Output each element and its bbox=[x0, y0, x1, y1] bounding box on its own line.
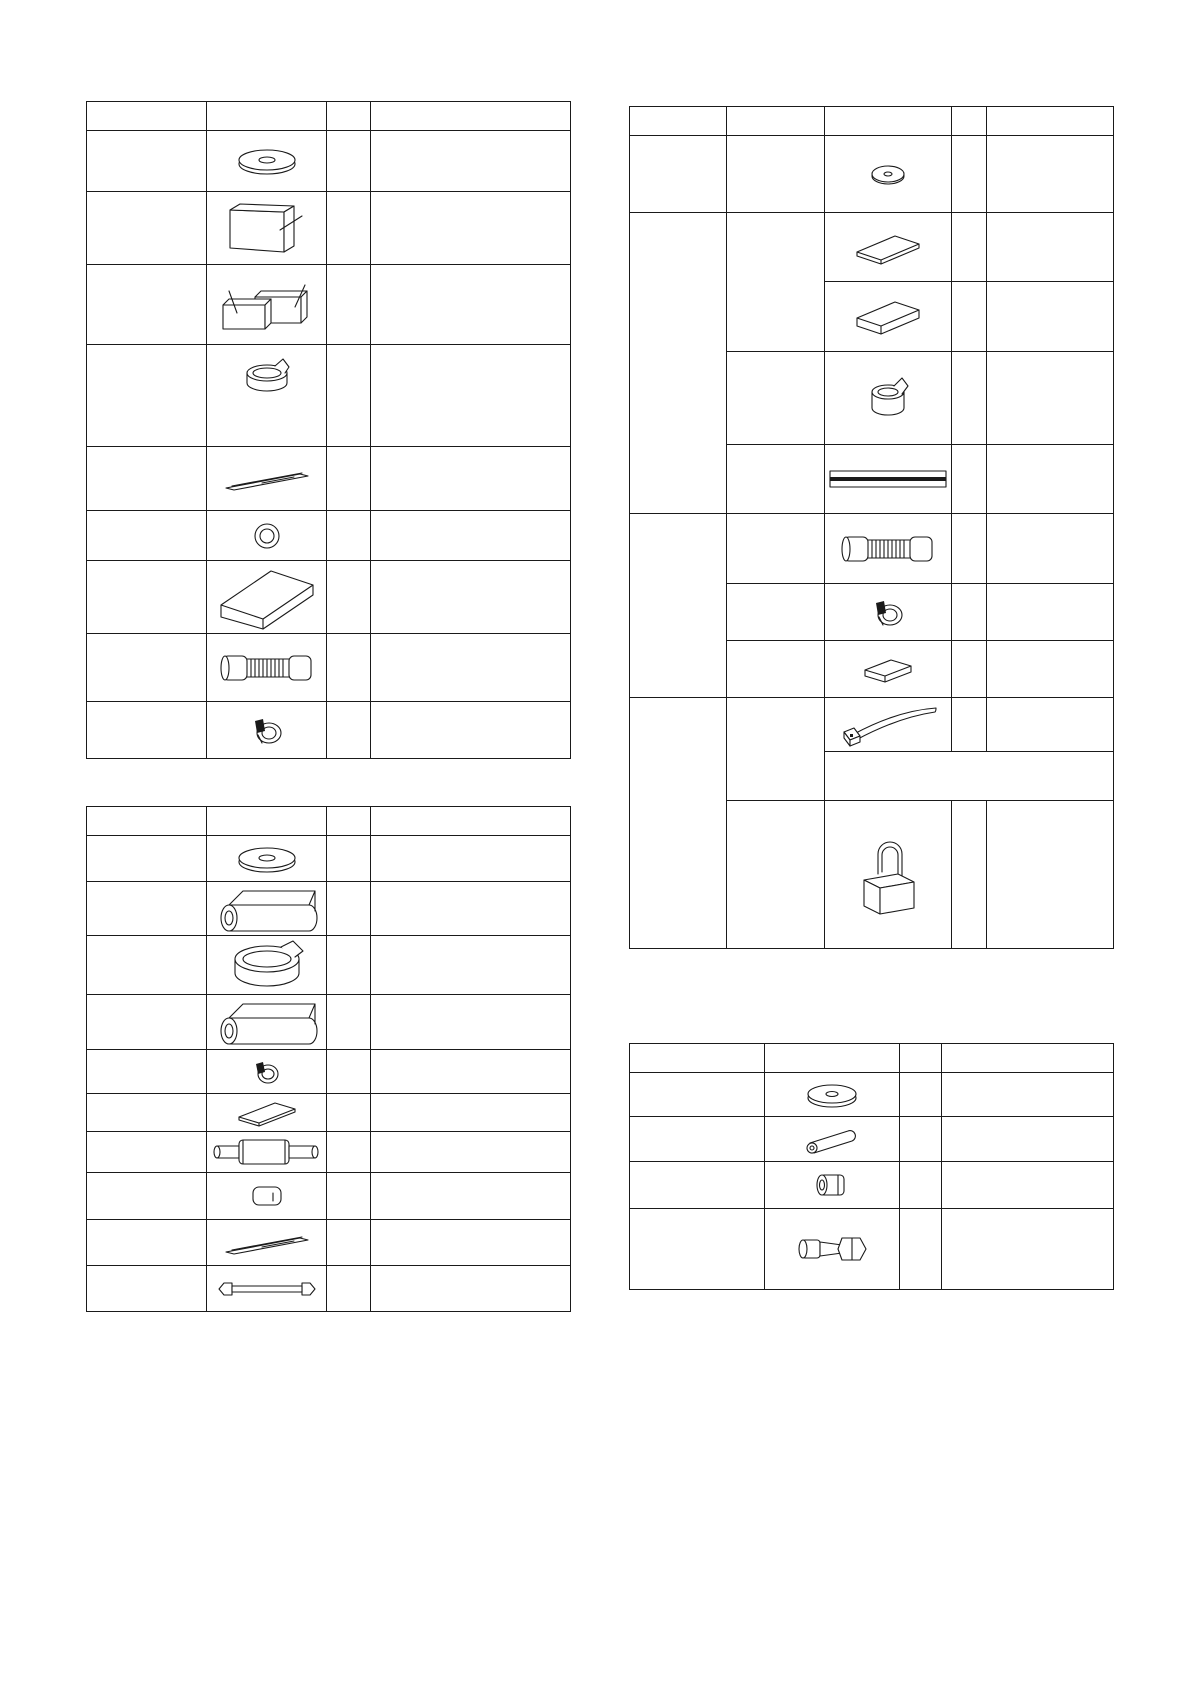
qty-cell bbox=[900, 1073, 942, 1117]
part-name-cell bbox=[727, 801, 825, 949]
part-name-cell bbox=[727, 352, 825, 445]
remark-cell bbox=[987, 514, 1114, 584]
part-name-cell bbox=[87, 1173, 207, 1220]
figure-cell bbox=[765, 1209, 900, 1290]
insulation-tube-icon bbox=[215, 887, 319, 931]
figure-cell bbox=[207, 836, 327, 882]
header-cell bbox=[87, 102, 207, 131]
qty-cell bbox=[952, 641, 987, 698]
header-cell bbox=[942, 1044, 1114, 1073]
long-strip-icon bbox=[828, 468, 948, 490]
figure-cell bbox=[207, 936, 327, 995]
remark-cell bbox=[987, 641, 1114, 698]
remark-cell bbox=[371, 634, 571, 702]
header-cell bbox=[952, 107, 987, 136]
remark-cell bbox=[942, 1209, 1114, 1290]
qty-cell bbox=[900, 1209, 942, 1290]
qty-cell bbox=[952, 136, 987, 213]
hose-clamp-icon bbox=[870, 593, 906, 631]
header-cell bbox=[207, 807, 327, 836]
header-cell bbox=[371, 807, 571, 836]
figure-cell bbox=[207, 1266, 327, 1312]
qty-cell bbox=[900, 1162, 942, 1209]
qty-cell bbox=[327, 561, 371, 634]
remark-cell bbox=[942, 1162, 1114, 1209]
cover-plate-icon bbox=[217, 565, 317, 629]
flexible-hose-icon bbox=[219, 651, 315, 685]
figure-cell bbox=[207, 265, 327, 345]
qty-cell bbox=[952, 698, 987, 752]
remark-cell bbox=[987, 352, 1114, 445]
note-cell bbox=[825, 752, 1114, 801]
table-row bbox=[87, 1094, 571, 1132]
tape-strip-icon bbox=[222, 1228, 312, 1258]
group-label-cell bbox=[630, 514, 727, 698]
figure-cell bbox=[207, 1050, 327, 1094]
table-row bbox=[87, 192, 571, 265]
figure-cell bbox=[207, 995, 327, 1050]
table-row bbox=[87, 447, 571, 511]
figure-cell bbox=[207, 1220, 327, 1266]
qty-cell bbox=[327, 345, 371, 447]
washer-icon bbox=[232, 843, 302, 875]
cap-nut-icon bbox=[810, 1169, 854, 1201]
strut-bar-icon bbox=[217, 1279, 317, 1299]
pad-flat-icon bbox=[235, 1099, 299, 1127]
part-name-cell bbox=[87, 511, 207, 561]
part-name-cell bbox=[87, 561, 207, 634]
table-row bbox=[87, 634, 571, 702]
table-row bbox=[87, 836, 571, 882]
figure-cell bbox=[825, 801, 952, 949]
remark-cell bbox=[371, 265, 571, 345]
part-name-cell bbox=[87, 1050, 207, 1094]
table-row bbox=[87, 1050, 571, 1094]
table-header-row bbox=[630, 1044, 1114, 1073]
table-row bbox=[87, 1266, 571, 1312]
qty-cell bbox=[952, 584, 987, 641]
part-name-cell bbox=[630, 1209, 765, 1290]
qty-cell bbox=[327, 1050, 371, 1094]
header-cell bbox=[327, 807, 371, 836]
qty-cell bbox=[327, 1094, 371, 1132]
part-name-cell bbox=[87, 131, 207, 192]
remark-cell bbox=[371, 447, 571, 511]
figure-cell bbox=[207, 511, 327, 561]
part-name-cell bbox=[87, 882, 207, 936]
table-row bbox=[87, 702, 571, 759]
qty-cell bbox=[327, 995, 371, 1050]
qty-cell bbox=[952, 801, 987, 949]
remark-cell bbox=[371, 882, 571, 936]
table-row bbox=[87, 265, 571, 345]
part-name-cell bbox=[87, 836, 207, 882]
qty-cell bbox=[952, 514, 987, 584]
remark-cell bbox=[987, 801, 1114, 949]
remark-cell bbox=[371, 192, 571, 265]
figure-cell bbox=[765, 1117, 900, 1162]
figure-cell bbox=[765, 1073, 900, 1117]
qty-cell bbox=[327, 1220, 371, 1266]
remark-cell bbox=[371, 936, 571, 995]
figure-cell bbox=[207, 1132, 327, 1173]
cable-tie-icon bbox=[836, 704, 940, 746]
table-row bbox=[630, 213, 1114, 282]
remark-cell bbox=[987, 698, 1114, 752]
part-name-cell bbox=[727, 641, 825, 698]
qty-cell bbox=[327, 1132, 371, 1173]
qty-cell bbox=[327, 702, 371, 759]
part-name-cell bbox=[727, 213, 825, 352]
figure-cell bbox=[207, 131, 327, 192]
remark-cell bbox=[371, 1220, 571, 1266]
part-name-cell bbox=[87, 995, 207, 1050]
remark-cell bbox=[371, 1132, 571, 1173]
remark-cell bbox=[987, 213, 1114, 282]
table-row bbox=[87, 561, 571, 634]
figure-cell bbox=[207, 702, 327, 759]
figure-cell bbox=[825, 352, 952, 445]
table-row bbox=[87, 511, 571, 561]
figure-cell bbox=[825, 584, 952, 641]
ring-icon bbox=[252, 521, 282, 551]
remark-cell bbox=[371, 1050, 571, 1094]
accessory-table-b bbox=[86, 806, 571, 1312]
table-row bbox=[630, 1117, 1114, 1162]
qty-cell bbox=[327, 511, 371, 561]
pad-flat-icon bbox=[853, 230, 923, 264]
header-cell bbox=[825, 107, 952, 136]
remark-cell bbox=[371, 1173, 571, 1220]
remark-cell bbox=[987, 445, 1114, 514]
insulation-block-pair-icon bbox=[215, 277, 319, 333]
figure-cell bbox=[825, 698, 952, 752]
qty-cell bbox=[327, 131, 371, 192]
padlock-icon bbox=[858, 834, 918, 916]
figure-cell bbox=[207, 882, 327, 936]
pad-small-icon bbox=[861, 654, 915, 684]
header-cell bbox=[371, 102, 571, 131]
flexible-hose-icon bbox=[840, 532, 936, 566]
qty-cell bbox=[952, 352, 987, 445]
part-name-cell bbox=[630, 1073, 765, 1117]
figure-cell bbox=[207, 634, 327, 702]
accessory-table-c bbox=[629, 106, 1114, 949]
part-name-cell bbox=[87, 1094, 207, 1132]
qty-cell bbox=[952, 445, 987, 514]
qty-cell bbox=[327, 882, 371, 936]
part-name-cell bbox=[630, 1162, 765, 1209]
table-header-row bbox=[87, 102, 571, 131]
washer-icon bbox=[232, 143, 302, 179]
part-name-cell bbox=[727, 445, 825, 514]
part-name-cell bbox=[727, 136, 825, 213]
remark-cell bbox=[942, 1117, 1114, 1162]
remark-cell bbox=[942, 1073, 1114, 1117]
table-row bbox=[630, 136, 1114, 213]
qty-cell bbox=[327, 936, 371, 995]
header-cell bbox=[630, 107, 727, 136]
plug-icon bbox=[247, 1181, 287, 1211]
hose-clamp-icon bbox=[249, 711, 285, 749]
insulation-block-icon bbox=[222, 200, 312, 256]
remark-cell bbox=[371, 561, 571, 634]
part-name-cell bbox=[727, 584, 825, 641]
header-cell bbox=[727, 107, 825, 136]
figure-cell bbox=[207, 1094, 327, 1132]
part-name-cell bbox=[87, 447, 207, 511]
remark-cell bbox=[371, 131, 571, 192]
qty-cell bbox=[327, 192, 371, 265]
figure-cell bbox=[825, 514, 952, 584]
sleeve-icon bbox=[802, 1126, 862, 1152]
remark-cell bbox=[987, 584, 1114, 641]
remark-cell bbox=[371, 1094, 571, 1132]
header-cell bbox=[987, 107, 1114, 136]
pad-thick-icon bbox=[853, 298, 923, 336]
table-row bbox=[87, 1220, 571, 1266]
figure-cell bbox=[825, 445, 952, 514]
remark-cell bbox=[371, 836, 571, 882]
remark-cell bbox=[987, 136, 1114, 213]
qty-cell bbox=[327, 447, 371, 511]
table-row bbox=[630, 514, 1114, 584]
qty-cell bbox=[327, 265, 371, 345]
qty-cell bbox=[327, 1173, 371, 1220]
table-row bbox=[87, 1132, 571, 1173]
table-row bbox=[87, 1173, 571, 1220]
table-row bbox=[87, 936, 571, 995]
washer-icon bbox=[802, 1080, 862, 1110]
qty-cell bbox=[952, 213, 987, 282]
part-name-cell bbox=[87, 265, 207, 345]
part-name-cell bbox=[87, 192, 207, 265]
reducer-fitting-icon bbox=[794, 1232, 870, 1266]
tape-roll-icon bbox=[237, 357, 297, 397]
header-cell bbox=[900, 1044, 942, 1073]
table-row bbox=[630, 698, 1114, 752]
hose-clamp-small-icon bbox=[252, 1056, 282, 1088]
qty-cell bbox=[900, 1117, 942, 1162]
qty-cell bbox=[327, 634, 371, 702]
figure-cell bbox=[825, 213, 952, 282]
figure-cell bbox=[207, 561, 327, 634]
qty-cell bbox=[327, 836, 371, 882]
group-label-cell bbox=[630, 136, 727, 213]
tape-roll-icon bbox=[863, 376, 913, 420]
qty-cell bbox=[952, 282, 987, 352]
tape-strip-icon bbox=[222, 464, 312, 494]
group-label-cell bbox=[630, 213, 727, 514]
qty-cell bbox=[327, 1266, 371, 1312]
table-row bbox=[87, 131, 571, 192]
table-row bbox=[630, 1162, 1114, 1209]
table-row bbox=[630, 1073, 1114, 1117]
table-row bbox=[87, 995, 571, 1050]
tape-roll-large-icon bbox=[225, 940, 309, 990]
remark-cell bbox=[371, 995, 571, 1050]
group-label-cell bbox=[630, 698, 727, 949]
pipe-connector-icon bbox=[211, 1135, 323, 1169]
remark-cell bbox=[371, 1266, 571, 1312]
table-row bbox=[87, 882, 571, 936]
part-name-cell bbox=[87, 345, 207, 447]
table-header-row bbox=[630, 107, 1114, 136]
header-cell bbox=[87, 807, 207, 836]
figure-cell bbox=[207, 345, 327, 447]
part-name-cell bbox=[87, 1132, 207, 1173]
table-row bbox=[87, 345, 571, 447]
figure-cell bbox=[825, 641, 952, 698]
figure-cell bbox=[207, 192, 327, 265]
remark-cell bbox=[371, 702, 571, 759]
figure-cell bbox=[207, 1173, 327, 1220]
remark-cell bbox=[987, 282, 1114, 352]
part-name-cell bbox=[727, 514, 825, 584]
remark-cell bbox=[371, 345, 571, 447]
part-name-cell bbox=[87, 936, 207, 995]
part-name-cell bbox=[630, 1117, 765, 1162]
figure-cell bbox=[825, 282, 952, 352]
accessory-table-d bbox=[629, 1043, 1114, 1290]
header-cell bbox=[327, 102, 371, 131]
figure-cell bbox=[207, 447, 327, 511]
part-name-cell bbox=[87, 1220, 207, 1266]
part-name-cell bbox=[87, 702, 207, 759]
accessory-table-a bbox=[86, 101, 571, 759]
figure-cell bbox=[825, 136, 952, 213]
header-cell bbox=[630, 1044, 765, 1073]
insulation-tube-icon bbox=[215, 1000, 319, 1044]
part-name-cell bbox=[87, 634, 207, 702]
table-row bbox=[630, 1209, 1114, 1290]
part-name-cell bbox=[727, 698, 825, 801]
remark-cell bbox=[371, 511, 571, 561]
part-name-cell bbox=[87, 1266, 207, 1312]
small-washer-icon bbox=[868, 161, 908, 187]
header-cell bbox=[765, 1044, 900, 1073]
table-header-row bbox=[87, 807, 571, 836]
figure-cell bbox=[765, 1162, 900, 1209]
header-cell bbox=[207, 102, 327, 131]
